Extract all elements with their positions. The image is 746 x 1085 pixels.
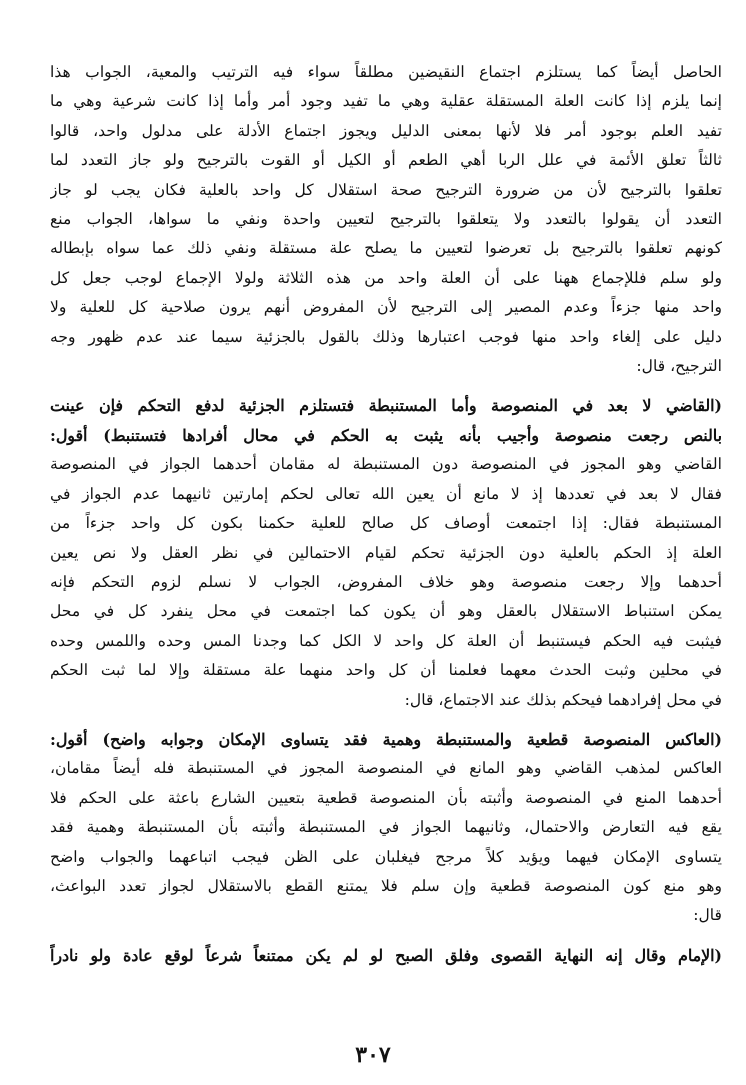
quote-line: (القاضي لا بعد في المنصوصة وأما المستنبطة فتستلزم الجزئية لدفع التحكم فإن عينت bbox=[50, 396, 722, 416]
text-line: أحدهما المنع في المنصوصة وأثبته بأن المنصوصة قطعية بتعيين الشارع باعثة على الحكم فلا bbox=[50, 788, 722, 807]
text-line: أحدهما وإلا رجعت منصوصة وهو خلاف المفروض، الجواب لا نسلم لزوم التحكم فإنه bbox=[50, 572, 722, 591]
text-line: واحد منها جزءاً وعدم المصير إلى الترجيح لأن المفروض أنهم يرون صلاحية كل للعلية ولا bbox=[50, 298, 722, 317]
text-line: تفيد العلم بوجود أمر فلا لأنها بمعنى الدليل ويجوز اجتماع الأدلة على مدلول واحد، قالوا bbox=[50, 121, 722, 140]
paragraph-1 bbox=[50, 58, 722, 381]
paragraph-4 bbox=[50, 941, 722, 970]
text-line: التعدد أن يقولوا بالتعدد ولا يتعلقوا بالترجيح لتعيين واحدة ونفي ما سواها، الجواب منع bbox=[50, 210, 722, 229]
text-line: دليل على إلغاء واحد منها فوجب اعتبارها وذلك بالقول بالجزئية سيما عند عدم ظهور وجه bbox=[50, 327, 722, 346]
text-line: تعلقوا بالترجيح لأن من ضرورة الترجيح صحة استقلال كل واحد بالعلية فكان يجب لو جاز bbox=[50, 180, 722, 199]
text-line: فقال لا بعد في تعددها إذ لا مانع أن يعين الله تعالى لحكم إمارتين ثانيهما عدم الجواز في bbox=[50, 484, 722, 503]
text-line: كونهم تعلقوا بالترجيح بل تعرضوا لتعيين ما يصلح علة مستقلة ونفي ذلك عما سواه بإبطاله bbox=[50, 239, 722, 258]
text-line: قال: bbox=[693, 906, 722, 925]
text-line: فيثبت فيه الحكم فيستنبط أن العلة كل واحد لا الكل كما وجدنا المس وحده واللمس وحده bbox=[50, 631, 722, 650]
text-line: وهو منع كون المنصوصة قطعية وإن سلم فلا يمتنع القطع بالاستقلال لجواز تعدد البواعث، bbox=[50, 876, 722, 895]
text-line: في محلين وثبت الحدث معهما فعلمنا أن كل واحد منهما علة مستقلة وإلا لما ثبت الحكم bbox=[50, 661, 722, 680]
text-line: ثالثاً تعلق الأئمة في علل الربا أهي الطعم أو الكيل أو القوت بالترجيح ولو جاز التعدد لما bbox=[50, 151, 722, 170]
text-line: المستنبطة فقال: إذا اجتمعت أوصاف كل صالح للعلية حكمنا بكون كل واحد جزءاً من bbox=[50, 514, 722, 533]
text-line: الحاصل أيضاً كما يستلزم اجتماع النقيضين مطلقاً سواء فيه الترتيب والمعية، الجواب هذا bbox=[50, 63, 722, 81]
text-line: العاكس لمذهب القاضي وهو المانع في المنصوصة المجوز في المستنبطة فله أيضاً مقامان، bbox=[50, 759, 722, 778]
text-line: ولو سلم فللإجماع ههنا على أن العلة واحد من هذه الثلاثة ولولا الإجماع لوجب جعل كل bbox=[50, 268, 722, 287]
page-content bbox=[50, 58, 722, 970]
text-line: يتساوى الإمكان فيهما ويؤيد كلاً مرجح فيغلبان على الظن فيجب اتباعهما والجواب واضح bbox=[50, 847, 722, 866]
quote-line: (العاكس المنصوصة قطعية والمستنبطة وهمية فقد يتساوى الإمكان وجوابه واضح) أقول: bbox=[50, 729, 722, 749]
quote-line: (الإمام وقال إنه النهاية القصوى وفلق الصبح لو لم يكن ممتنعاً شرعاً لوقع عادة ولو نادراً bbox=[50, 945, 722, 965]
quote-line: بالنص رجعت منصوصة وأجيب بأنه يثبت به الحكم في محال أفرادها فتستنبط) أقول: bbox=[50, 425, 722, 445]
paragraph-2 bbox=[50, 391, 722, 714]
text-line: يقع فيه التعارض والاحتمال، وثانيهما الجواز في المستنبطة وأثبته بأن المستنبطة وهمية فقد bbox=[50, 818, 722, 837]
text-line: إنما يلزم إذا كانت العلة المستقلة عقلية وهي ما تفيد وجود أمر وأما إذا كانت شرعية وهي ما bbox=[50, 92, 722, 111]
page-number: ٣٠٧ bbox=[355, 1042, 391, 1068]
text-line: في محل إفرادهما فيحكم بذلك عند الاجتماع، قال: bbox=[404, 690, 722, 709]
text-line: القاضي وهو المجوز في المنصوصة دون المستنبطة له مقامان أحدهما الجواز في المنصوصة bbox=[50, 455, 722, 474]
text-line: الترجيح، قال: bbox=[636, 357, 722, 376]
text-line: يمكن استنباط الاستقلال بالعقل وهو أن يكون كما اجتمعت في محل ينفرد كل في محل bbox=[50, 602, 722, 621]
paragraph-3 bbox=[50, 725, 722, 931]
text-line: العلة إذ الحكم بالعلية دون الجزئية تحكم لقيام الاحتمالين في نظر العقل ولا نص يعين bbox=[50, 543, 722, 562]
